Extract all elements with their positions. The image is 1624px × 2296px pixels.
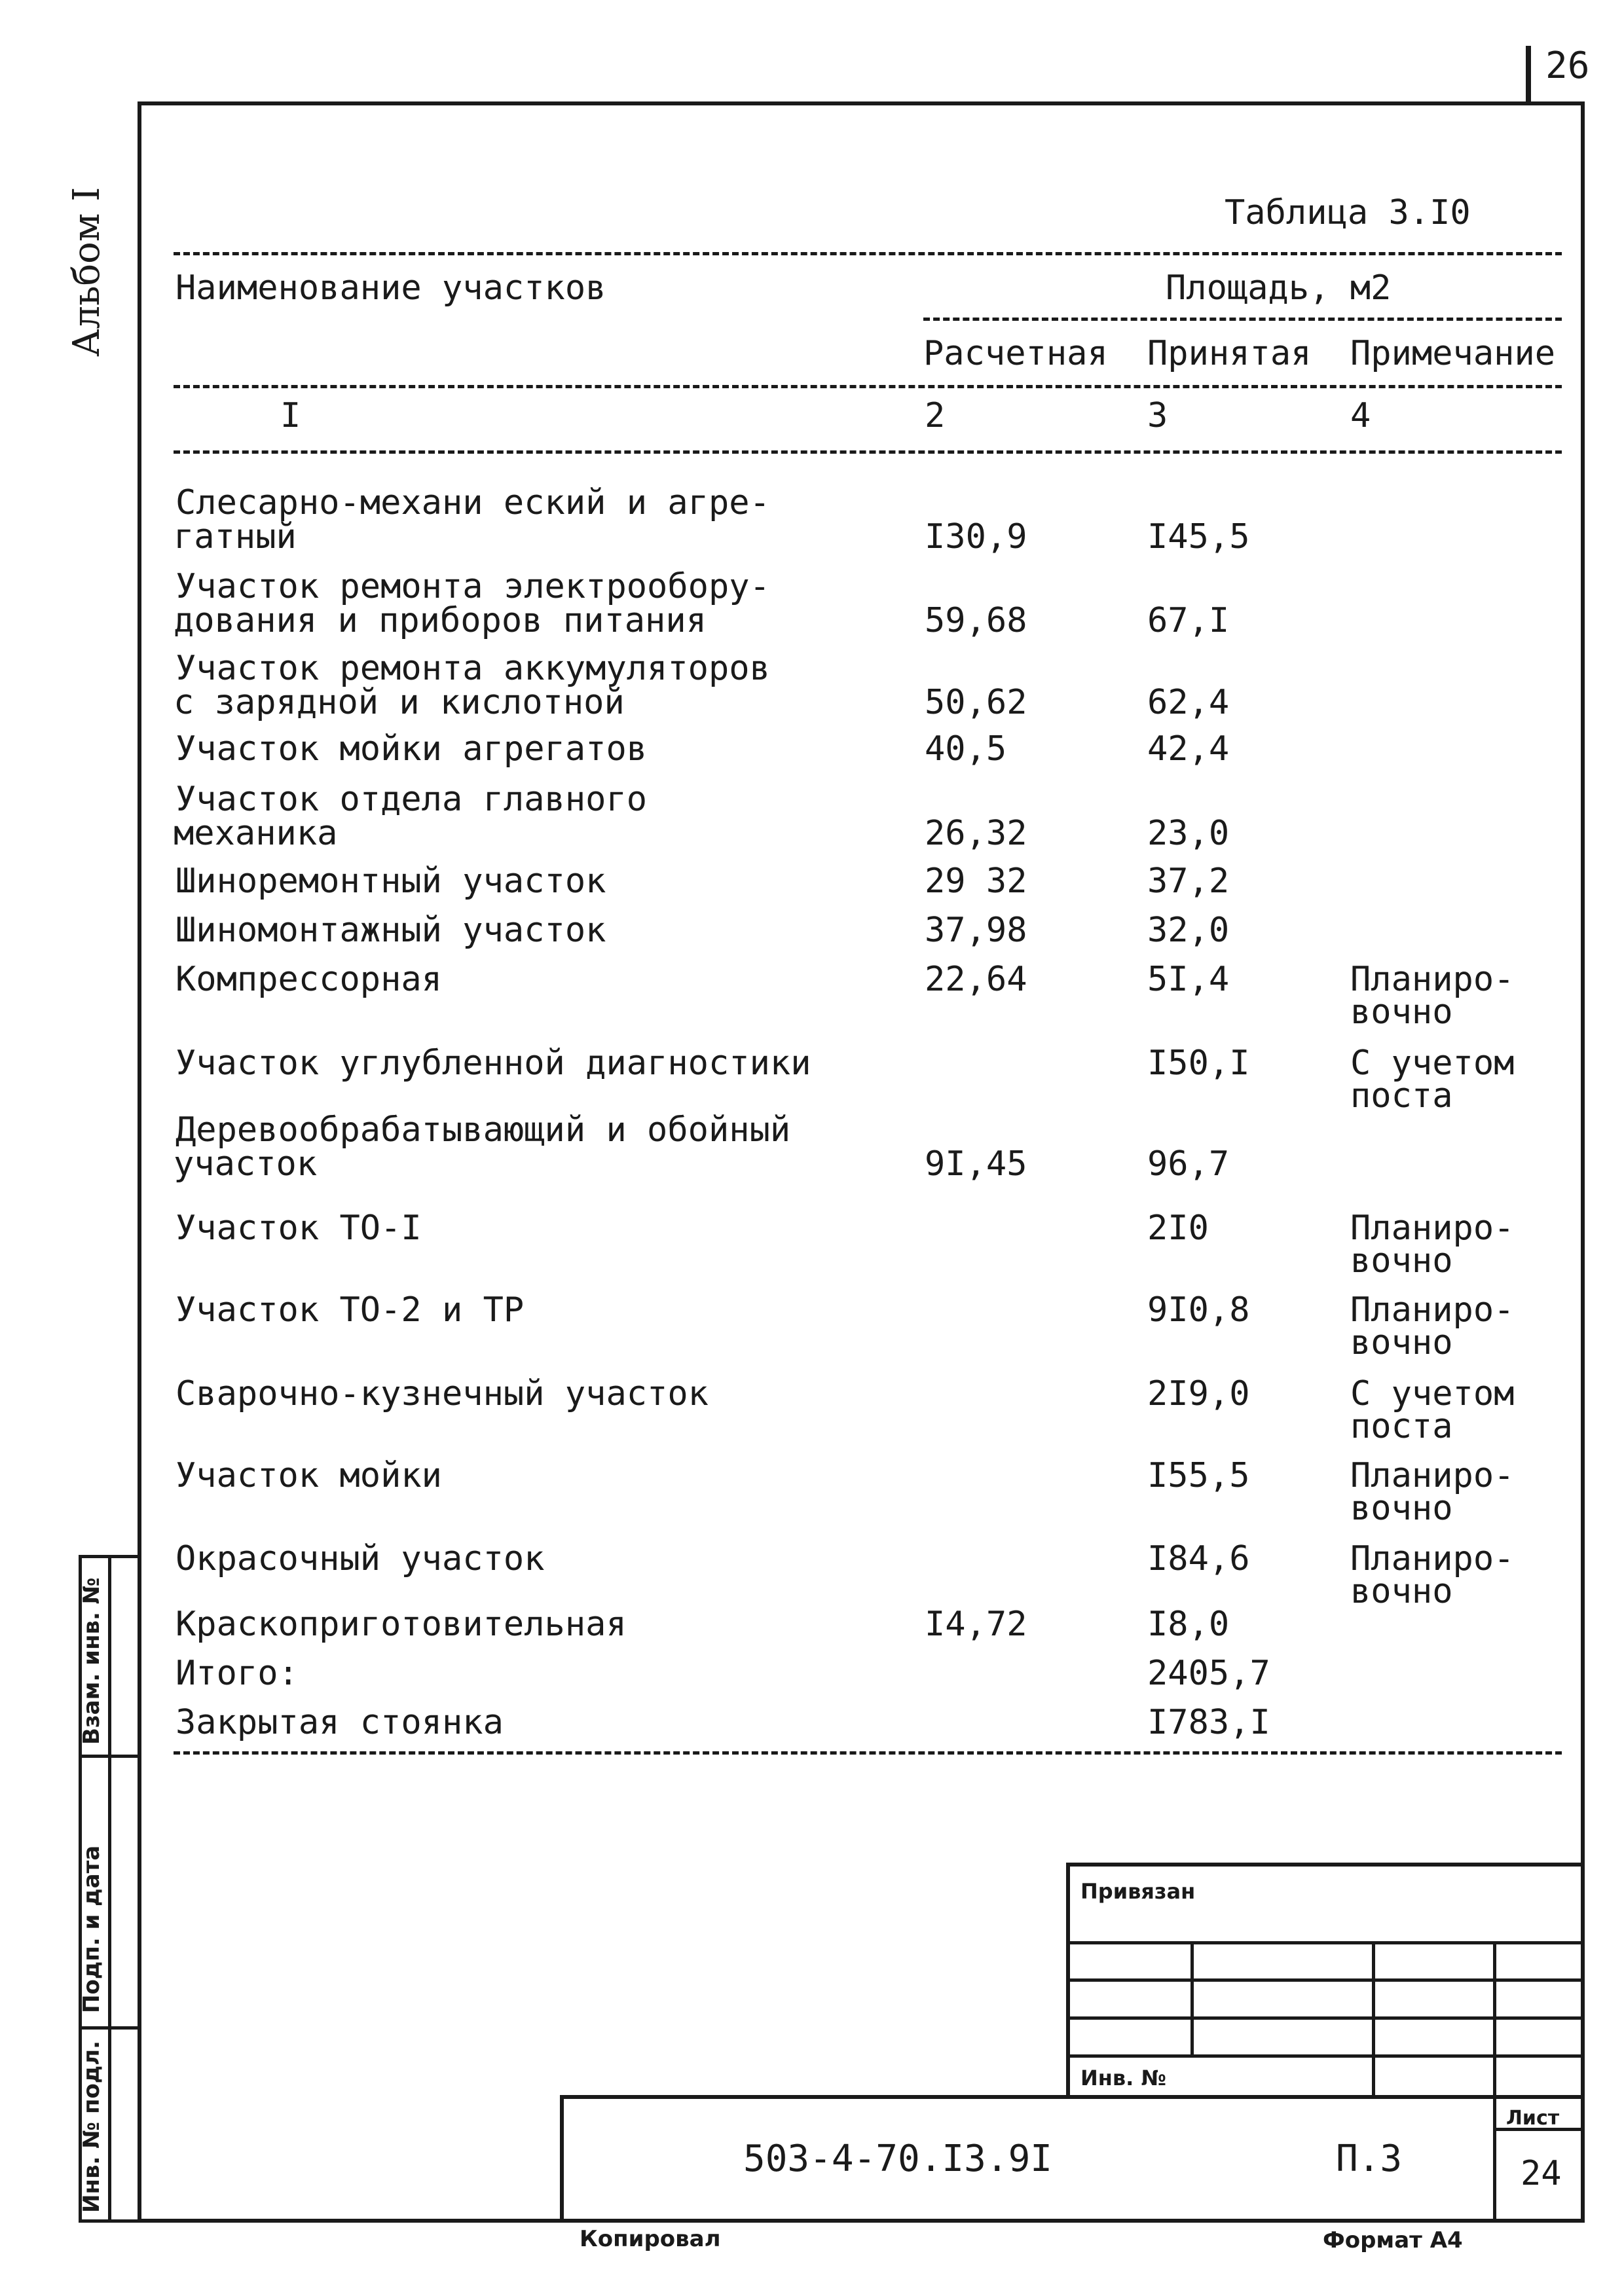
row-accepted-value: I50,I <box>1147 1044 1250 1083</box>
row-name-line: Шиноремонтный участок <box>175 862 606 901</box>
row-note-line: Планиро- <box>1350 1539 1515 1578</box>
row-name-line: Участок ремонта электрообору- <box>175 567 770 606</box>
row-accepted-value: I84,6 <box>1147 1539 1250 1578</box>
row-calc-value: 22,64 <box>925 960 1027 999</box>
title-block-section: П.3 <box>1336 2138 1403 2180</box>
row-accepted-value: I783,I <box>1147 1703 1270 1742</box>
stamp-inner-line <box>108 1555 111 2223</box>
row-accepted-value: 9I0,8 <box>1147 1290 1250 1330</box>
row-name-line: Компрессорная <box>175 960 442 999</box>
row-name-line: механика <box>174 814 338 853</box>
row-note-line: Планиро- <box>1350 1209 1515 1248</box>
row-calc-value: 37,98 <box>925 911 1027 950</box>
row-note-line: Планиро- <box>1350 1290 1515 1330</box>
row-note-line: поста <box>1350 1076 1453 1116</box>
row-note-line: вочно <box>1350 1489 1453 1528</box>
title-block-line <box>1372 1941 1375 2098</box>
row-note-line: С учетом <box>1350 1374 1515 1413</box>
title-block-line <box>1190 1941 1194 2054</box>
row-name-line: гатный <box>174 517 297 556</box>
title-block-line <box>1066 2016 1585 2020</box>
row-name-line: Шиномонтажный участок <box>175 911 606 950</box>
footer-format: Формат А4 <box>1323 2227 1463 2253</box>
column-number-1: I <box>280 396 301 435</box>
row-name-line: Слесарно-механи еский и агре- <box>175 483 770 522</box>
corner-tick <box>1526 46 1531 101</box>
title-block-sheet-label: Лист <box>1506 2107 1560 2130</box>
header-rule-area <box>923 318 1562 321</box>
table-rule-end <box>174 1751 1562 1755</box>
stamp-podp-label: Подп. и дата <box>79 1845 105 2013</box>
title-block-line <box>1493 1941 1496 2223</box>
column-number-3: 3 <box>1147 396 1168 435</box>
row-note-line: Планиро- <box>1350 1456 1515 1495</box>
row-note-line: вочно <box>1350 1241 1453 1281</box>
album-label: Альбом I <box>65 187 108 357</box>
row-note-line: вочно <box>1350 1572 1453 1611</box>
row-accepted-value: I55,5 <box>1147 1456 1250 1495</box>
table-title: Таблица 3.I0 <box>1225 193 1471 232</box>
title-block-line <box>1066 2054 1585 2058</box>
header-calc: Расчетная <box>923 334 1108 373</box>
header-name: Наименование участков <box>175 268 606 308</box>
row-name-line: Участок отдела главного <box>175 780 648 819</box>
row-note-line: вочно <box>1350 993 1453 1032</box>
row-name-line: дования и приборов питания <box>174 601 707 640</box>
row-calc-value: 40,5 <box>925 729 1007 769</box>
row-note-line: поста <box>1350 1407 1453 1446</box>
header-accepted: Принятая <box>1147 334 1312 373</box>
row-name-line: Закрытая стоянка <box>175 1703 504 1742</box>
row-name-line: Сварочно-кузнечный участок <box>175 1374 709 1413</box>
row-accepted-value: 5I,4 <box>1147 960 1230 999</box>
row-calc-value: 9I,45 <box>925 1144 1027 1184</box>
row-calc-value: 26,32 <box>925 814 1027 853</box>
row-accepted-value: I8,0 <box>1147 1605 1230 1644</box>
title-block-line <box>560 2095 564 2223</box>
title-block-line <box>1066 1941 1585 1944</box>
row-name-line: Участок мойки <box>175 1456 442 1495</box>
row-name-line: Окрасочный участок <box>175 1539 545 1578</box>
row-calc-value: 59,68 <box>925 601 1027 640</box>
row-name-line: Деревообрабатывающий и обойный <box>175 1110 791 1150</box>
stamp-inv-label: Инв. № подл. <box>79 2040 105 2213</box>
row-name-line: Участок углубленной диагностики <box>175 1044 811 1083</box>
row-name-line: участок <box>174 1144 318 1184</box>
row-accepted-value: I45,5 <box>1147 517 1250 556</box>
title-block-doc-code: 503-4-70.I3.9I <box>743 2138 1053 2180</box>
row-name-line: Участок ремонта аккумуляторов <box>175 649 770 688</box>
header-rule-mid <box>174 385 1562 388</box>
header-area: Площадь, м2 <box>1166 268 1392 308</box>
row-note-line: Планиро- <box>1350 960 1515 999</box>
row-name-line: Участок ТО-2 и ТР <box>175 1290 525 1330</box>
row-calc-value: 50,62 <box>925 683 1027 722</box>
title-block-privyazan: Привязан <box>1080 1879 1196 1904</box>
header-rule-bottom <box>174 450 1562 454</box>
column-number-4: 4 <box>1350 396 1371 435</box>
row-accepted-value: 2405,7 <box>1147 1654 1270 1693</box>
row-accepted-value: 62,4 <box>1147 683 1230 722</box>
row-calc-value: I30,9 <box>925 517 1027 556</box>
row-accepted-value: 37,2 <box>1147 862 1230 901</box>
row-accepted-value: 2I0 <box>1147 1209 1209 1248</box>
title-block-line <box>1066 1978 1585 1982</box>
row-accepted-value: 42,4 <box>1147 729 1230 769</box>
row-accepted-value: 23,0 <box>1147 814 1230 853</box>
title-block-inv-no: Инв. № <box>1080 2066 1166 2090</box>
row-calc-value: I4,72 <box>925 1605 1027 1644</box>
column-number-2: 2 <box>925 396 946 435</box>
title-block-line <box>560 2095 1585 2099</box>
stamp-vzam-label: Взам. инв. № <box>79 1577 105 1745</box>
row-name-line: Участок ТО-I <box>175 1209 422 1248</box>
row-name-line: Итого: <box>175 1654 299 1693</box>
page-corner-number: 26 <box>1545 45 1590 87</box>
footer-copied: Копировал <box>580 2226 721 2252</box>
row-name-line: Краскоприготовительная <box>175 1605 627 1644</box>
row-accepted-value: 2I9,0 <box>1147 1374 1250 1413</box>
table-rule-top <box>174 252 1562 255</box>
title-block-line <box>1066 1863 1585 1867</box>
row-accepted-value: 32,0 <box>1147 911 1230 950</box>
row-name-line: Участок мойки агрегатов <box>175 729 648 769</box>
row-note-line: вочно <box>1350 1323 1453 1362</box>
row-calc-value: 29 32 <box>925 862 1027 901</box>
row-note-line: С учетом <box>1350 1044 1515 1083</box>
row-accepted-value: 67,I <box>1147 601 1230 640</box>
row-name-line: с зарядной и кислотной <box>174 683 625 722</box>
row-accepted-value: 96,7 <box>1147 1144 1230 1184</box>
header-note: Примечание <box>1350 334 1556 373</box>
title-block-sheet-number: 24 <box>1521 2154 1562 2193</box>
